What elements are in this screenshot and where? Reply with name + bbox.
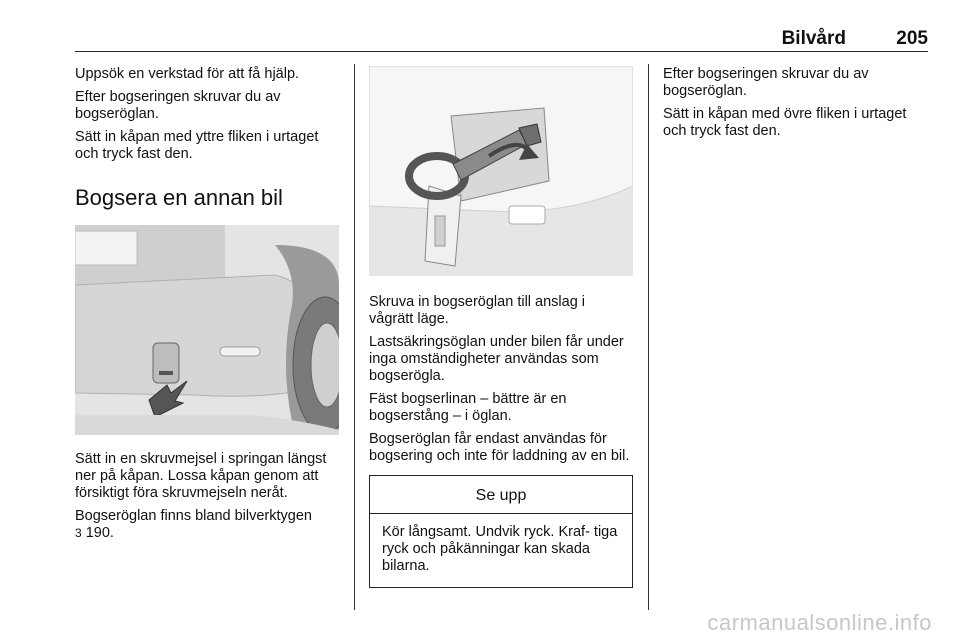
paragraph: Efter bogseringen skruvar du av bogseröglan.: [663, 66, 869, 99]
paragraph: [75, 508, 341, 542]
paragraph: Sätt in kåpan med yttre fliken i urtaget och tryck fast den.: [75, 129, 319, 162]
column-3: [663, 66, 929, 146]
car-rear-drawing: [75, 225, 339, 435]
paragraph: Bogseröglan får endast användas för bogsering och inte för laddning av en bil.: [369, 431, 630, 464]
towing-eye-illustration: [369, 66, 633, 276]
column-1: [75, 66, 341, 548]
paragraph: Efter bogseringen skruvar du av bogseröglan.: [75, 89, 281, 122]
page-reference-icon: 3: [75, 526, 82, 540]
column-2: [369, 66, 633, 588]
page-number: 205: [896, 28, 928, 49]
caution-box: [369, 475, 633, 588]
paragraph: Fäst bogserlinan – bättre är en bogserstång – i öglan.: [369, 391, 567, 424]
towing-eye-drawing: [369, 66, 633, 276]
section-heading: Bogsera en annan bil: [75, 185, 283, 210]
paragraph: Sätt in en skruvmejsel i springan längst ner på kåpan. Lossa kåpan genom att försiktigt föra skruvmejseln neråt.: [75, 451, 327, 501]
caution-title: Se upp: [370, 476, 632, 514]
header-rule: [75, 51, 928, 52]
paragraph: Skruva in bogseröglan till anslag i vågrätt läge.: [369, 294, 586, 327]
caution-text: Kör långsamt. Undvik ryck. Kraf- tiga ryck och påkänningar kan skada bilarna.: [382, 524, 618, 574]
column-divider-2: [648, 64, 649, 610]
page-reference: 190.: [85, 525, 114, 541]
car-rear-illustration: [75, 225, 339, 435]
paragraph: Uppsök en verkstad för att få hjälp.: [75, 66, 300, 82]
paragraph: Sätt in kåpan med övre fliken i urtaget och tryck fast den.: [663, 106, 907, 139]
page-header: [75, 28, 928, 50]
section-title: Bilvård: [781, 28, 846, 49]
column-divider-1: [354, 64, 355, 610]
paragraph: Lastsäkringsöglan under bilen får under inga omständigheter användas som bogserögla.: [369, 334, 624, 384]
paragraph-text: Bogseröglan finns bland bilverktygen: [75, 508, 312, 524]
watermark: carmanualsonline.info: [707, 610, 932, 635]
